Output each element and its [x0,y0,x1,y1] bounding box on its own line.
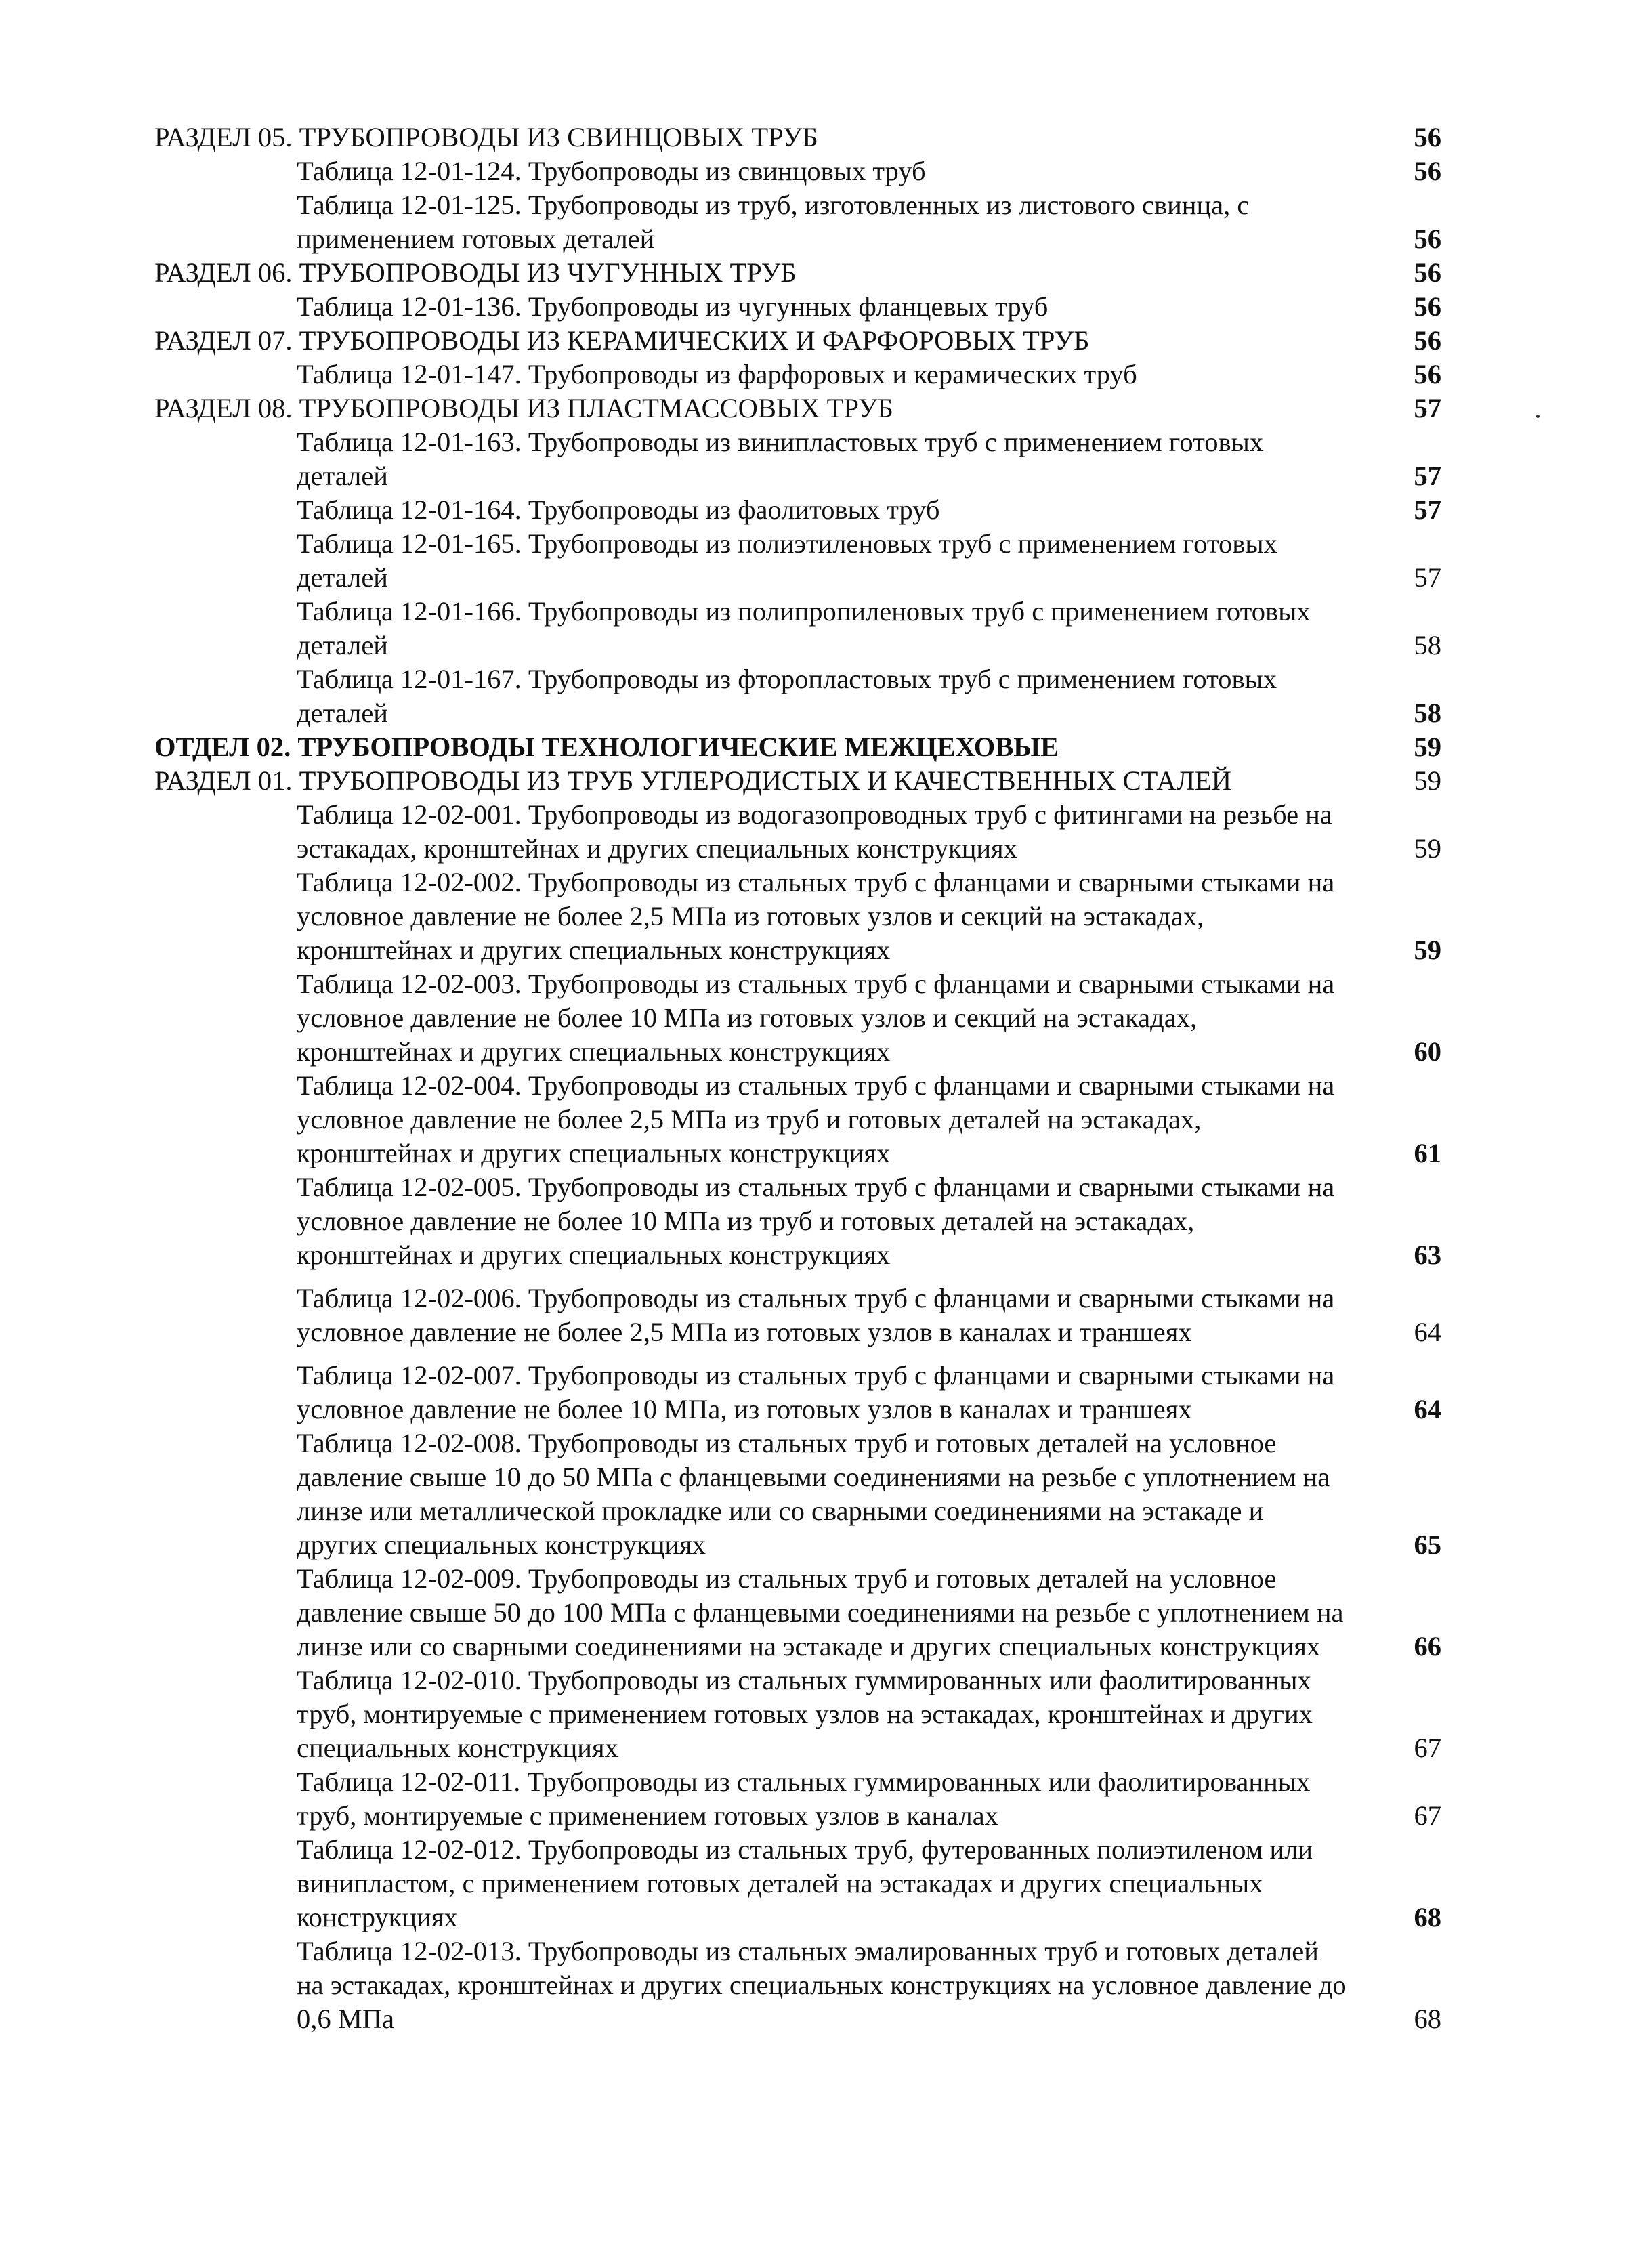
toc-entry [297,1170,1441,1272]
toc-entry-page: 66 [1414,1631,1441,1661]
toc-entry [297,1426,1441,1562]
toc-entry [297,1069,1441,1170]
toc-entry [297,290,1441,324]
toc-entry-page: 56 [1414,122,1441,152]
toc-entry-page: 56 [1414,291,1441,322]
toc-entry [297,1664,1441,1765]
toc-entry-title: Таблица 12-01-124. Трубопроводы из свинцовых труб [297,156,926,186]
toc-entry-title: Таблица 12-01-147. Трубопроводы из фарфоровых и керамических труб [297,359,1137,389]
toc-entry [297,866,1441,967]
toc-entry-page: 59 [1414,765,1441,796]
toc-entry-title: Таблица 12-02-002. Трубопроводы из стальных труб с фланцами и сварными стыками на условное давление не более 2,5 МПа из готовых узлов и секций на эстакадах, кронштейнах и других специальных конструкциях [297,867,1335,965]
toc-entry-title: Таблица 12-01-165. Трубопроводы из полиэтиленовых труб с применением готовых деталей [297,528,1277,593]
toc-entry-title: Таблица 12-02-009. Трубопроводы из стальных труб и готовых деталей на условное давление свыше 50 до 100 МПа с фланцевыми соединениями на резьбе с уплотнением на линзе или со сварными соединениями на эстакаде и других специальных конструкциях [297,1563,1344,1661]
scan-speck [1536,415,1540,418]
toc-entry-title: Таблица 12-02-013. Трубопроводы из стальных эмалированных труб и готовых деталей на эстакадах, кронштейнах и других специальных конструкциях на условное давление до 0,6 МПа [297,1936,1347,2034]
toc-entry-title: Таблица 12-02-010. Трубопроводы из стальных гуммированных или фаолитированных труб, монтируемые с применением готовых узлов на эстакадах, кронштейнах и других специальных конструкциях [297,1665,1313,1763]
toc-entry-title: Таблица 12-01-125. Трубопроводы из труб, изготовленных из листового свинца, с применением готовых деталей [297,190,1250,254]
toc-entry [297,1765,1441,1833]
toc-entry-page: 65 [1414,1529,1441,1560]
toc-entry-page: 59 [1414,935,1441,965]
toc-entry-page: 58 [1414,630,1441,660]
toc-entry [154,324,1441,358]
toc-entry [297,1934,1441,2036]
toc-entry-page: 57 [1414,393,1441,423]
toc-entry [297,358,1441,391]
toc-entry-title: РАЗДЕЛ 08. ТРУБОПРОВОДЫ ИЗ ПЛАСТМАССОВЫХ ТРУБ [154,393,893,423]
toc-entry-page: 64 [1414,1317,1441,1347]
toc-entry [154,121,1441,154]
toc-entry-title: Таблица 12-02-008. Трубопроводы из стальных труб и готовых деталей на условное давление свыше 10 до 50 МПа с фланцевыми соединениями на резьбе с уплотнением на линзе или металлической прокладке или со сварными соединениями на эстакаде и других специальных конструкциях [297,1428,1330,1560]
toc-entry-title: Таблица 12-02-001. Трубопроводы из водогазопроводных труб с фитингами на резьбе на эстакадах, кронштейнах и других специальных конструкциях [297,799,1332,864]
toc-entry-page: 67 [1414,1733,1441,1763]
toc-entry-title: Таблица 12-01-167. Трубопроводы из фторопластовых труб с применением готовых деталей [297,664,1277,728]
toc-entry-title: Таблица 12-02-006. Трубопроводы из стальных труб с фланцами и сварными стыками на условное давление не более 2,5 МПа из готовых узлов в каналах и траншеях [297,1283,1335,1347]
toc-entry-title: РАЗДЕЛ 06. ТРУБОПРОВОДЫ ИЗ ЧУГУННЫХ ТРУБ [154,257,797,288]
toc-entry [297,493,1441,527]
toc-entry-page: 59 [1414,732,1441,762]
toc-entry [297,425,1441,493]
toc-entry [297,798,1441,866]
toc-entry-page: 61 [1414,1138,1441,1168]
toc-entry-title: Таблица 12-02-012. Трубопроводы из стальных труб, футерованных полиэтиленом или винипластом, с применением готовых деталей на эстакадах и других специальных конструкциях [297,1834,1313,1932]
toc-entry-page: 56 [1414,359,1441,389]
toc-entry [297,188,1441,256]
toc-entry [154,764,1441,798]
toc-entry-page: 68 [1414,1902,1441,1932]
toc-entry-title: Таблица 12-02-003. Трубопроводы из стальных труб с фланцами и сварными стыками на условное давление не более 10 МПа из готовых узлов и секций на эстакадах, кронштейнах и других специальных конструкциях [297,969,1335,1067]
toc-entry-page: 56 [1414,156,1441,186]
toc-entry-title: ОТДЕЛ 02. ТРУБОПРОВОДЫ ТЕХНОЛОГИЧЕСКИЕ МЕЖЦЕХОВЫЕ [154,732,1059,762]
toc-entry-page: 56 [1414,257,1441,288]
toc-entry-page: 68 [1414,2004,1441,2034]
toc-entry-page: 67 [1414,1800,1441,1831]
toc-entry [297,1562,1441,1664]
toc-entry-page: 57 [1414,562,1441,593]
toc-entry-page: 64 [1414,1394,1441,1424]
toc-entry-title: РАЗДЕЛ 01. ТРУБОПРОВОДЫ ИЗ ТРУБ УГЛЕРОДИСТЫХ И КАЧЕСТВЕННЫХ СТАЛЕЙ [154,765,1232,796]
toc-entry [297,154,1441,188]
toc-entry-page: 57 [1414,494,1441,525]
toc-entry-title: Таблица 12-02-011. Трубопроводы из стальных гуммированных или фаолитированных труб, монтируемые с применением готовых узлов в каналах [297,1766,1311,1831]
toc-entry-title: Таблица 12-02-005. Трубопроводы из стальных труб с фланцами и сварными стыками на условное давление не более 10 МПа из труб и готовых деталей на эстакадах, кронштейнах и других специальных конструкциях [297,1172,1335,1270]
toc-entry [297,1282,1441,1349]
toc-entry [297,1833,1441,1934]
toc-entry-page: 56 [1414,224,1441,254]
toc-entry-page: 60 [1414,1036,1441,1067]
toc-entry-title: Таблица 12-02-004. Трубопроводы из стальных труб с фланцами и сварными стыками на условное давление не более 2,5 МПа из труб и готовых деталей на эстакадах, кронштейнах и других специальных конструкциях [297,1070,1335,1168]
toc-entry-page: 57 [1414,461,1441,491]
toc-entry [154,391,1441,425]
toc-entry-page: 58 [1414,698,1441,728]
toc-entry-title: РАЗДЕЛ 05. ТРУБОПРОВОДЫ ИЗ СВИНЦОВЫХ ТРУБ [154,122,818,152]
toc-entry-title: Таблица 12-01-164. Трубопроводы из фаолитовых труб [297,494,940,525]
toc-entry-page: 63 [1414,1240,1441,1270]
toc-entry [297,967,1441,1069]
toc-entry-title: Таблица 12-02-007. Трубопроводы из стальных труб с фланцами и сварными стыками на условное давление не более 10 МПа, из готовых узлов в каналах и траншеях [297,1360,1335,1424]
toc-entry [154,730,1441,764]
toc-entry-title: Таблица 12-01-166. Трубопроводы из полипропиленовых труб с применением готовых деталей [297,596,1311,660]
toc-entry [297,1359,1441,1426]
toc-entry-title: Таблица 12-01-136. Трубопроводы из чугунных фланцевых труб [297,291,1049,322]
toc-entry-title: Таблица 12-01-163. Трубопроводы из винипластовых труб с применением готовых деталей [297,427,1264,491]
toc-entry [297,662,1441,730]
toc-entry-page: 56 [1414,325,1441,356]
toc-entry-title: РАЗДЕЛ 07. ТРУБОПРОВОДЫ ИЗ КЕРАМИЧЕСКИХ И ФАРФОРОВЫХ ТРУБ [154,325,1090,356]
toc-entry [297,595,1441,662]
toc-entry [297,527,1441,595]
toc-entry-page: 59 [1414,833,1441,864]
table-of-contents [154,121,1441,2036]
toc-entry [154,256,1441,290]
